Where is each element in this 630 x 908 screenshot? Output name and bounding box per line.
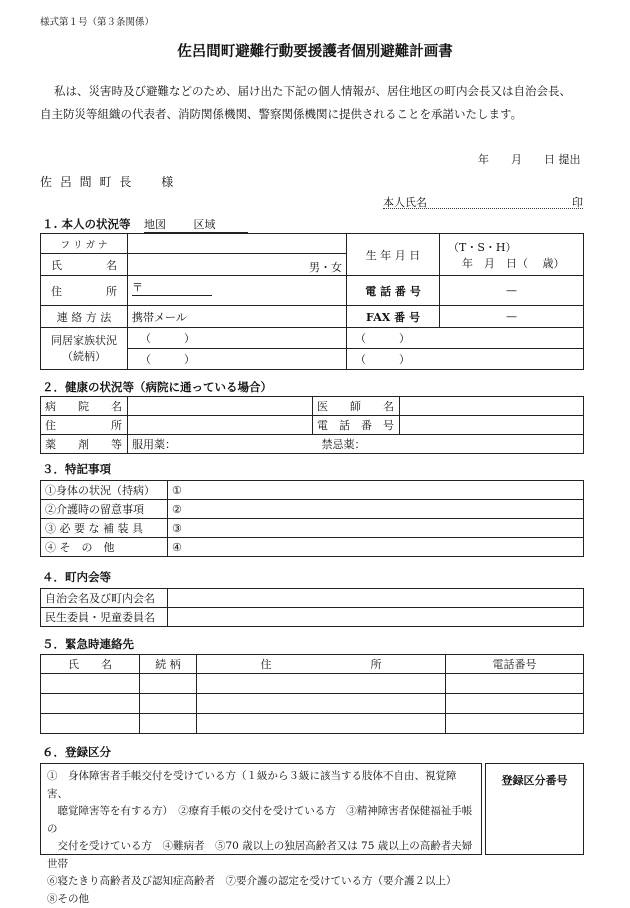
category-line-4: ⑥寝たきり高齢者及び認知症高齢者 ⑦要介護の認定を受けている方（要介護２以上） xyxy=(47,873,475,891)
community-table xyxy=(40,588,584,627)
fax-label: FAX 番 号 xyxy=(366,311,420,324)
contact-2-relation[interactable] xyxy=(140,694,197,714)
family-label: 同居家族状況 xyxy=(45,333,123,349)
self-name-label: 本人氏名 xyxy=(383,196,427,209)
medicine-label: 薬 剤 等 xyxy=(45,438,122,451)
area-label: 区域 xyxy=(194,218,216,231)
neighborhood-label: 自治会名及び町内会名 xyxy=(45,592,155,605)
relation-label: （続柄） xyxy=(45,349,123,365)
note-mark-1: ① xyxy=(172,484,182,497)
category-line-2: 聴覚障害等を有する方） ②療育手帳の交付を受けている方 ③精神障害者保健福祉手帳の xyxy=(47,803,475,838)
family-paren-1: （ ） xyxy=(140,332,195,345)
note-mark-4: ④ xyxy=(172,541,182,554)
contact-3-phone[interactable] xyxy=(446,714,584,734)
map-area-field[interactable] xyxy=(144,216,248,233)
registration-number-box[interactable] xyxy=(485,763,584,855)
family-paren-4: （ ） xyxy=(355,353,410,366)
era-label: （T・S・H） xyxy=(448,239,579,255)
contact-2-phone[interactable] xyxy=(446,694,584,714)
col-relation: 続 柄 xyxy=(155,658,181,671)
furigana-input[interactable] xyxy=(128,234,347,254)
note-label-2: ②介護時の留意事項 xyxy=(45,503,144,516)
family-input-4[interactable] xyxy=(347,349,584,370)
health-table xyxy=(40,396,584,454)
registration-category-box xyxy=(40,763,482,855)
note-input-3[interactable] xyxy=(168,519,584,538)
col-address: 住 所 xyxy=(261,658,382,671)
med-use-label: 服用薬： xyxy=(132,438,176,451)
contact-1-address[interactable] xyxy=(197,674,446,694)
family-paren-2: （ ） xyxy=(355,332,410,345)
emergency-contact-table xyxy=(40,654,584,734)
name-input[interactable] xyxy=(128,254,347,276)
col-phone: 電話番号 xyxy=(493,658,537,671)
note-label-3: ③ 必 要 な 補 装 具 xyxy=(45,522,143,535)
note-mark-2: ② xyxy=(172,503,182,516)
category-line-3: 交付を受けている方 ④難病者 ⑤70 歳以上の独居高齢者又は 75 歳以上の高齢者夫婦世帯 xyxy=(47,838,475,873)
hospital-input[interactable] xyxy=(128,397,313,416)
family-input-3[interactable] xyxy=(128,349,347,370)
note-input-2[interactable] xyxy=(168,500,584,519)
personal-info-table xyxy=(40,233,584,370)
intro-line-1: 私は、災害時及び避難などのため、届け出た下記の個人情報が、居住地区の町内会長又は自治会長、 xyxy=(54,83,571,99)
map-label: 地図 xyxy=(144,218,166,231)
intro-line-2: 自主防災等組織の代表者、消防関係機関、警察関係機関に提供されることを承諾いたします。 xyxy=(40,106,522,122)
medicine-input[interactable] xyxy=(128,435,584,454)
doctor-label: 医 師 名 xyxy=(317,400,394,413)
contact-3-name[interactable] xyxy=(41,714,140,734)
neighborhood-input[interactable] xyxy=(168,589,584,608)
category-line-1: ① 身体障害者手帳交付を受けている方（１級から３級に該当する肢体不自由、視覚障害、 xyxy=(47,768,475,803)
note-mark-3: ③ xyxy=(172,522,182,535)
hospital-address-input[interactable] xyxy=(128,416,313,435)
family-input-1[interactable] xyxy=(128,328,347,349)
contact-2-name[interactable] xyxy=(41,694,140,714)
contact-2-address[interactable] xyxy=(197,694,446,714)
hospital-tel-label: 電 話 番 号 xyxy=(317,419,394,432)
postal-code-field[interactable]: 〒 xyxy=(132,279,212,296)
section-1-heading: １. 本人の状況等 xyxy=(42,216,131,232)
seal-label: 印 xyxy=(572,194,583,210)
address-input[interactable] xyxy=(128,276,347,306)
section-5-heading: ５．緊急時連絡先 xyxy=(42,636,134,652)
furigana-label: フ リ ガ ナ xyxy=(60,240,107,251)
fax-input[interactable] xyxy=(440,306,584,328)
note-input-4[interactable] xyxy=(168,538,584,557)
tel-label: 電 話 番 号 xyxy=(365,285,421,298)
section-6-heading: ６．登録区分 xyxy=(42,744,111,760)
hospital-address-label: 住 所 xyxy=(45,419,122,432)
self-name-field[interactable] xyxy=(383,194,583,209)
family-paren-3: （ ） xyxy=(140,353,195,366)
section-4-heading: ４．町内会等 xyxy=(42,569,111,585)
page-title: 佐呂間町避難行動要援護者個別避難計画書 xyxy=(0,40,630,61)
doctor-input[interactable] xyxy=(400,397,584,416)
contact-3-relation[interactable] xyxy=(140,714,197,734)
welfare-commissioner-input[interactable] xyxy=(168,608,584,627)
contact-1-name[interactable] xyxy=(41,674,140,694)
contact-3-address[interactable] xyxy=(197,714,446,734)
ymd-label: 年 月 日（ 歳） xyxy=(448,255,579,271)
family-input-2[interactable] xyxy=(347,328,584,349)
address-label: 住 所 xyxy=(51,285,117,298)
note-input-1[interactable] xyxy=(168,481,584,500)
contact-method-label: 連 絡 方 法 xyxy=(57,311,112,324)
note-label-1: ①身体の状況（持病） xyxy=(45,484,155,497)
category-line-5: ⑧その他 xyxy=(47,891,475,908)
hospital-label: 病 院 名 xyxy=(45,400,122,413)
addressee: 佐 呂 間 町 長 様 xyxy=(40,173,175,190)
birth-label: 生 年 月 日 xyxy=(366,249,421,262)
section-2-heading: ２．健康の状況等（病院に通っている場合） xyxy=(42,379,272,395)
contact-method-input[interactable] xyxy=(128,306,347,328)
tel-dash: — xyxy=(506,284,517,297)
tel-input[interactable] xyxy=(440,276,584,306)
fax-dash: — xyxy=(506,310,517,323)
section-3-heading: ３．特記事項 xyxy=(42,461,111,477)
hospital-tel-input[interactable] xyxy=(400,416,584,435)
note-label-4: ④ そ の 他 xyxy=(45,541,115,554)
mobile-mail-label: 携帯メール xyxy=(132,311,187,324)
contact-1-relation[interactable] xyxy=(140,674,197,694)
form-id: 様式第１号（第３条関係） xyxy=(40,14,154,28)
submit-date[interactable]: 年 月 日 提出 xyxy=(478,151,581,167)
contact-1-phone[interactable] xyxy=(446,674,584,694)
welfare-commissioner-label: 民生委員・児童委員名 xyxy=(45,611,155,624)
med-ban-label: 禁忌薬： xyxy=(322,438,366,451)
gender-select[interactable]: 男・女 xyxy=(309,261,342,274)
name-label: 氏 名 xyxy=(51,259,117,272)
col-name: 氏 名 xyxy=(68,658,112,671)
registration-number-label: 登録区分番号 xyxy=(486,772,583,788)
special-notes-table xyxy=(40,480,584,557)
birth-date-input[interactable] xyxy=(440,234,584,276)
